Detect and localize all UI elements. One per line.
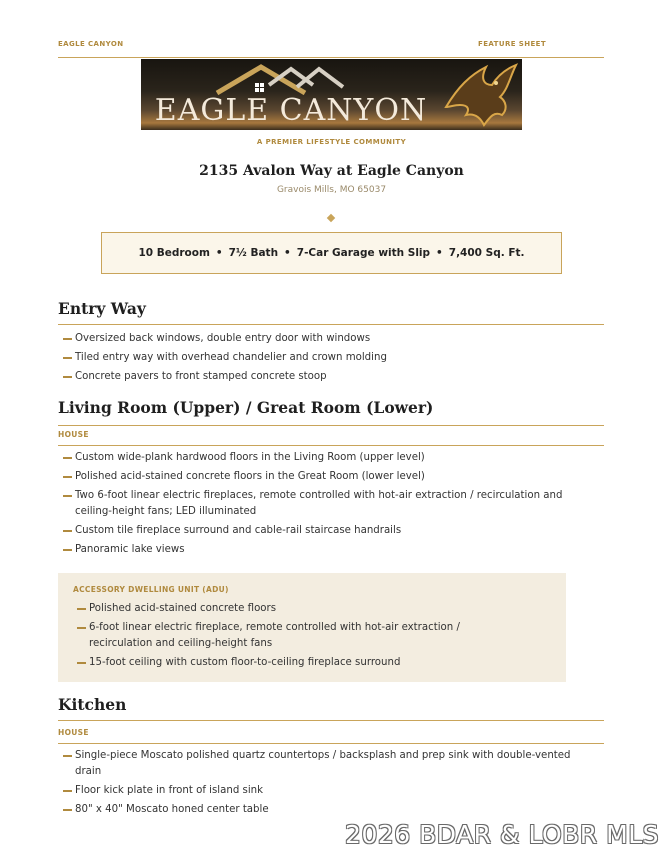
dash-bullet-icon bbox=[77, 627, 86, 629]
section-title-kitchen: Kitchen bbox=[58, 695, 604, 721]
list-item: Polished acid-stained concrete floors bbox=[74, 601, 504, 617]
living-house-label: HOUSE bbox=[58, 430, 604, 446]
list-item: Concrete pavers to front stamped concrete stoop bbox=[60, 369, 600, 385]
property-city: Gravois Mills, MO 65037 bbox=[276, 185, 387, 195]
dash-bullet-icon bbox=[63, 376, 72, 378]
dash-bullet-icon bbox=[63, 457, 72, 459]
living-feature-list bbox=[60, 450, 600, 561]
kitchen-house-label: HOUSE bbox=[58, 728, 604, 744]
bullet-separator: • bbox=[436, 247, 443, 259]
list-item: Floor kick plate in front of island sink bbox=[60, 783, 580, 799]
adu-feature-list bbox=[74, 601, 504, 674]
dash-bullet-icon bbox=[63, 338, 72, 340]
list-item: Oversized back windows, double entry door with windows bbox=[60, 331, 600, 347]
list-item: Custom wide-plank hardwood floors in the Living Room (upper level) bbox=[60, 450, 600, 466]
dash-bullet-icon bbox=[77, 662, 86, 664]
roof-logo-icon bbox=[211, 61, 371, 97]
section-title-living: Living Room (Upper) / Great Room (Lower) bbox=[58, 398, 604, 426]
dash-bullet-icon bbox=[63, 755, 72, 757]
list-item: Tiled entry way with overhead chandelier and crown molding bbox=[60, 350, 600, 366]
list-item: Custom tile fireplace surround and cable-rail staircase handrails bbox=[60, 523, 600, 539]
dash-bullet-icon bbox=[77, 608, 86, 610]
list-item: Two 6-foot linear electric fireplaces, remote controlled with hot-air extraction / recirculation and ceiling-height fans; LED illuminated bbox=[60, 488, 600, 520]
dash-bullet-icon bbox=[63, 790, 72, 792]
property-address: 2135 Avalon Way at Eagle Canyon bbox=[199, 163, 464, 179]
adu-label: ACCESSORY DWELLING UNIT (ADU) bbox=[73, 585, 229, 594]
tagline: A PREMIER LIFESTYLE COMMUNITY bbox=[256, 138, 407, 146]
bullet-separator: • bbox=[284, 247, 291, 259]
eagle-icon bbox=[440, 61, 520, 129]
summary-bedrooms: 10 Bedroom bbox=[138, 247, 210, 259]
list-item: Panoramic lake views bbox=[60, 542, 600, 558]
list-item: Single-piece Moscato polished quartz countertops / backsplash and prep sink with double-vented drain bbox=[60, 748, 580, 780]
dash-bullet-icon bbox=[63, 476, 72, 478]
summary-sqft: 7,400 Sq. Ft. bbox=[448, 247, 525, 259]
diamond-divider-icon bbox=[327, 214, 335, 222]
header-right: FEATURE SHEET bbox=[478, 40, 546, 48]
section-title-entry: Entry Way bbox=[58, 299, 604, 325]
header-left: EAGLE CANYON bbox=[58, 40, 124, 48]
dash-bullet-icon bbox=[63, 495, 72, 497]
summary-baths: 7½ Bath bbox=[228, 247, 279, 259]
mls-watermark: 2026 BDAR & LOBR MLS bbox=[345, 820, 659, 849]
kitchen-feature-list bbox=[60, 748, 580, 821]
top-bar bbox=[58, 40, 604, 58]
dash-bullet-icon bbox=[63, 357, 72, 359]
list-item: 15-foot ceiling with custom floor-to-ceiling fireplace surround bbox=[74, 655, 504, 671]
dash-bullet-icon bbox=[63, 809, 72, 811]
logo-banner bbox=[141, 59, 522, 130]
dash-bullet-icon bbox=[63, 549, 72, 551]
list-item: 80" x 40" Moscato honed center table bbox=[60, 802, 580, 818]
list-item: 6-foot linear electric fireplace, remote controlled with hot-air extraction / recirculation and ceiling-height fans bbox=[74, 620, 504, 652]
summary-garage: 7-Car Garage with Slip bbox=[296, 247, 431, 259]
brand-wordmark: EAGLE CANYON bbox=[154, 93, 428, 128]
bullet-separator: • bbox=[215, 247, 223, 259]
list-item: Polished acid-stained concrete floors in the Great Room (lower level) bbox=[60, 469, 600, 485]
entry-feature-list bbox=[60, 331, 600, 388]
dash-bullet-icon bbox=[63, 530, 72, 532]
property-summary bbox=[101, 232, 562, 274]
